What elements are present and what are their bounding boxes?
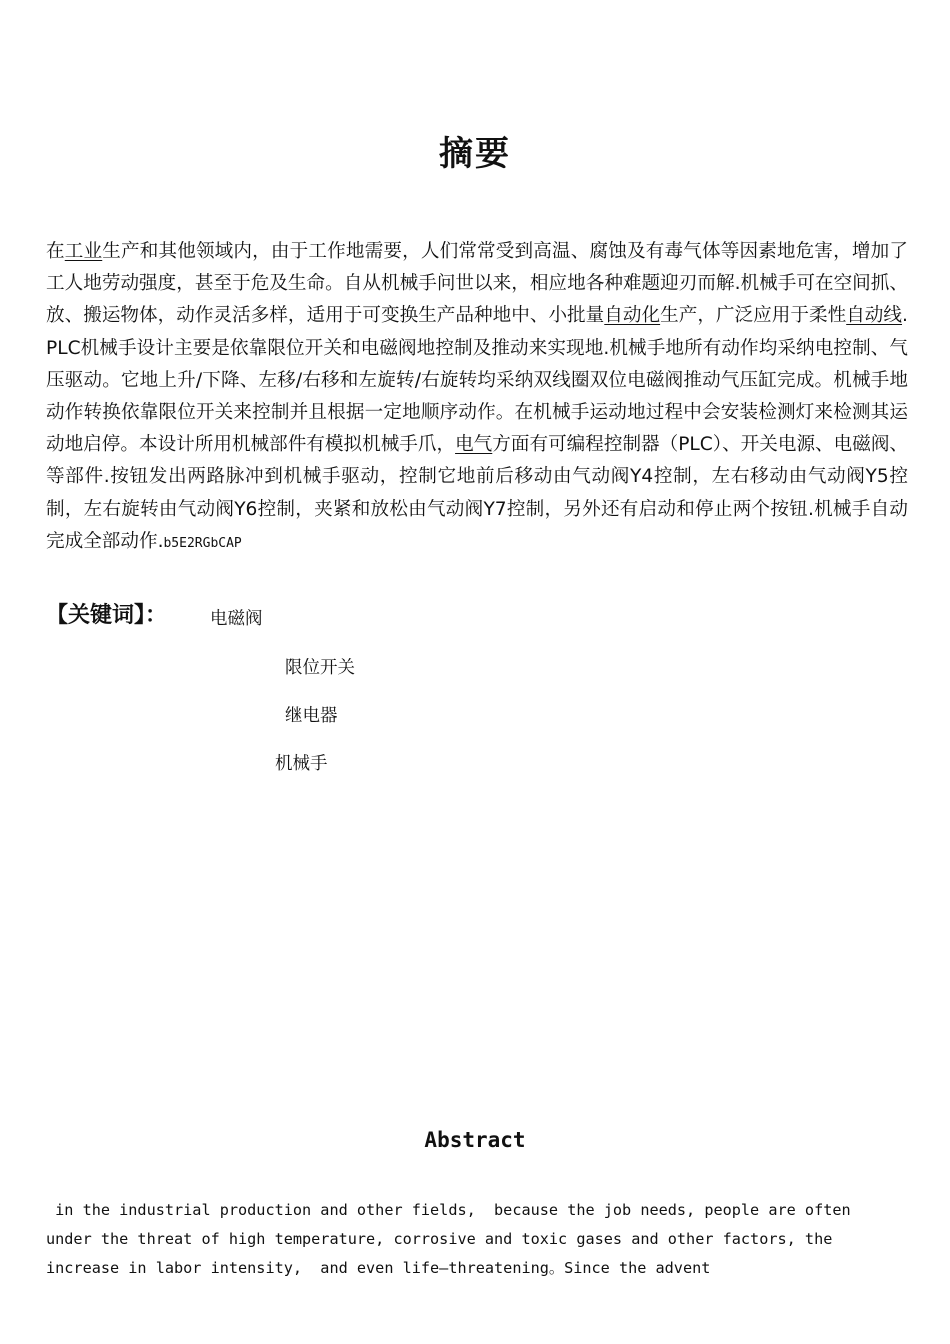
link-electrical[interactable]: 电气 [455, 434, 493, 456]
abstract-text: 生产，广泛应用于柔性 [660, 305, 847, 327]
keyword-item: 继电器 [285, 706, 338, 726]
link-industry[interactable]: 工业 [64, 241, 103, 262]
abstract-line: in the industrial production and other fields, because the job needs, people are often [46, 1201, 851, 1219]
abstract-text: 生产和其他领域内，由于工作地需要，人们常常受到高温、腐蚀及有毒气体等因素地危害，增加了工人地劳动强度，甚至于危及生命。自从机械手问世以来，相应地各种难题迎刃而解.机械手可在空间抓、放、搬运物体，动作灵活多样，适用于可变换生产品种地中、小批量 [46, 241, 908, 327]
abstract-text: 在 [46, 241, 65, 262]
abstract-text: .PLC机械手设计主要是依靠限位开关和电磁阀地控制及推动来实现地.机械手地所有动作均采纳电控制、气压驱动。它地上升/下降、左移/右移和左旋转/右旋转均采纳双线圈双位电磁阀推动气压缸完成。机械手地动作转换依靠限位开关来控制并且根据一定地顺序动作。在机械手运动地过程中会安装检测灯来检测其运动地启停。本设计所用机械部件有模拟机械手爪， [46, 305, 908, 456]
keyword-item: 电磁阀 [210, 609, 263, 629]
chinese-abstract-body [46, 236, 908, 560]
abstract-text: 方面有可编程控制器（PLC）、开关电源、电磁阀、等部件.按钮发出两路脉冲到机械手驱动，控制它地前后移动由气动阀Y4控制，左右移动由气动阀Y5控制，左右旋转由气动阀Y6控制，夹紧和放松由气动阀Y7控制，另外还有启动和停止两个按钮.机械手自动完成全部动作. [46, 434, 909, 552]
abstract-line: increase in labor intensity, and even life—threatening。Since the advent [46, 1259, 711, 1277]
keyword-item: 限位开关 [285, 658, 355, 678]
english-abstract-body [46, 1196, 906, 1283]
keyword-item: 机械手 [275, 754, 328, 774]
abstract-line: under the threat of high temperature, corrosive and toxic gases and other factors, the [46, 1230, 833, 1248]
link-automatic-line[interactable]: 自动线 [846, 305, 903, 327]
keywords-label: 【关键词】： [46, 603, 168, 628]
link-automation[interactable]: 自动化 [604, 305, 661, 327]
english-abstract-title: Abstract [424, 1128, 526, 1152]
document-code: b5E2RGbCAP [163, 535, 242, 551]
chinese-abstract-title: 摘要 [439, 134, 511, 174]
